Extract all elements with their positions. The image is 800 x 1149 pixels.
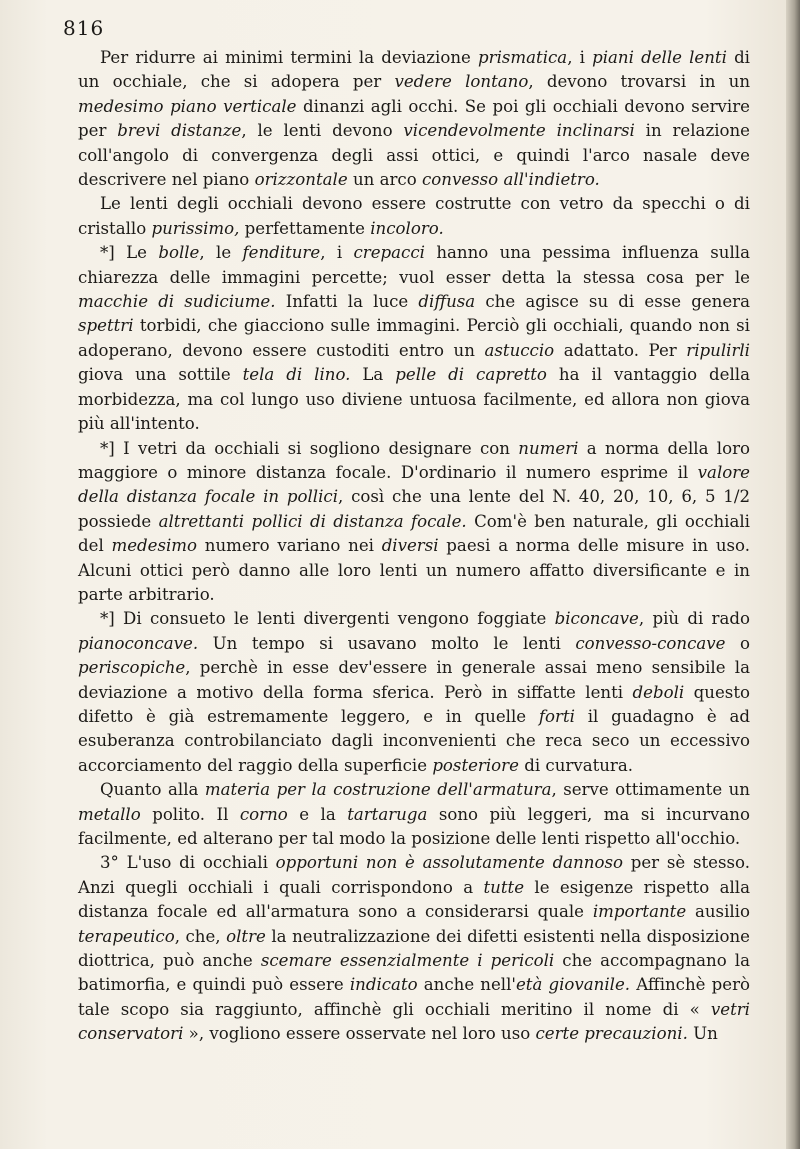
paragraph [78,851,750,1046]
italic-text: tela di lino. [242,365,351,385]
text-span: la neutralizzazione dei difetti esistenti nella disposizione diottrica, può anche [78,926,751,971]
italic-text: metallo [78,804,141,824]
text-span: torbidi, che giacciono sulle immagini. Perciò gli occhiali, quando non si adoperano, devono essere custoditi entro un [78,316,750,360]
italic-text: valore della distanza focale in pollici [78,462,750,507]
italic-text: macchie di sudiciume. [78,292,276,312]
text-span: anche nell' [417,975,516,995]
page-edge-shadow [786,0,800,1149]
italic-text: orizzontale [254,170,348,190]
italic-text: spettri [78,316,134,336]
italic-text: posteriore [432,755,519,775]
text-span: di un occhiale, che si adopera per [78,48,750,92]
italic-text: piani delle lenti [592,48,727,67]
italic-text: corno [239,804,288,824]
italic-text: convesso all'indietro. [421,170,600,190]
italic-text: diversi [381,536,439,556]
italic-text: certe precauzioni. [535,1024,688,1044]
italic-text: medesimo [111,536,198,556]
text-span: , le [199,243,243,263]
paragraph [78,241,750,436]
italic-text: bolle [158,243,200,263]
text-span: in relazione coll'angolo di convergenza degli assi ottici, e quindi l'arco nasale deve descrivere nel piano [78,121,750,190]
text-span: *] Le [100,243,159,263]
text-span: , più di rado [638,609,750,629]
text-span: ausilio [686,902,750,922]
body-text [78,46,750,1047]
text-span: , così che una lente del N. 40, 20, 10, 6, 5 1/2 possiede [78,487,750,531]
text-span: , i [320,243,354,263]
page-number: 816 [63,16,105,40]
text-span: e la [287,804,348,824]
text-span: Infatti la luce [275,292,419,312]
italic-text: incoloro. [370,218,444,238]
text-span: per sè stesso. Anzi quegli occhiali i quali corrispondono a [78,853,750,897]
italic-text: vedere lontano [394,72,529,92]
italic-text: periscopiche [78,658,186,678]
text-span: Quanto alla [100,780,205,800]
italic-text: diffusa [418,292,476,312]
text-span: ha il vantaggio della morbidezza, ma col lungo uso diviene untuosa facilmente, ed allora non giova più all'intento. [78,365,750,434]
text-span: , devono trovarsi in un [528,72,751,92]
paragraph [78,437,750,608]
italic-text: crepacci [353,243,425,263]
text-span: Un [687,1024,718,1044]
text-span: *] Di consueto le lenti divergenti vengono foggiate [100,609,555,629]
text-span: hanno una pessima influenza sulla chiarezza delle immagini percette; vuol esser detta la stessa cosa per le [78,243,750,287]
italic-text: biconcave [554,609,639,629]
text-span: che accompagnano la batimorfia, e quindi può essere [78,951,750,995]
text-span: , serve ottimamente un [551,780,750,800]
text-span: paesi a norma delle misure in uso. Alcuni ottici però danno alle loro lenti un numero affatto diversificante e in parte arbitrario. [78,536,750,604]
text-span: Le lenti degli occhiali devono essere costrutte con vetro da specchi o di cristallo [78,194,750,238]
italic-text: deboli [632,682,685,702]
italic-text: pianoconcave. [78,633,199,653]
text-span: o [725,633,750,653]
text-span: Affinchè però tale scopo sia raggiunto, affinchè gli occhiali meritino il nome di « [78,975,750,1019]
text-span: Un tempo si usavano molto le lenti [198,633,576,653]
italic-text: tutte [483,877,525,897]
italic-text: astuccio [484,340,555,360]
italic-text: brevi distanze [117,121,242,141]
text-span: La [350,365,396,385]
italic-text: altrettanti pollici di distanza focale. [158,511,467,531]
italic-text: forti [538,706,575,726]
text-span: a norma della loro maggiore o minore distanza focale. D'ordinario il numero esprime il [78,438,750,482]
text-span: , perchè in esse dev'essere in generale assai meno sensibile la deviazione a motivo della forma sferica. Però in siffatte lenti [78,658,750,702]
italic-text: numeri [518,438,579,458]
text-span: , i [567,48,593,67]
text-span: Com'è ben naturale, gli occhiali del [78,511,750,556]
italic-text: importante [592,902,687,922]
italic-text: scemare essenzialmente i pericoli [260,951,555,971]
italic-text: età giovanile. [515,975,631,995]
paragraph [78,778,750,851]
italic-text: oltre [226,926,266,946]
text-span: questo difetto è già estremamente leggero, e in quelle [78,682,750,726]
italic-text: vetri conservatori [78,999,750,1044]
italic-text: materia per la costruzione dell'armatura [204,780,552,800]
text-span: », vogliono essere osservate nel loro uso [183,1024,536,1044]
text-span: adattato. Per [554,340,687,360]
text-span: numero variano nei [197,536,382,556]
text-span: un arco [347,170,422,190]
italic-text: fenditure [242,243,321,263]
italic-text: tartaruga [347,804,428,824]
paragraph [78,46,750,192]
italic-text: opportuni non è assolutamente dannoso [275,853,623,873]
text-span: sono più leggeri, ma si incurvano facilmente, ed alterano per tal modo la posizione delle lenti rispetto all'occhio. [78,804,750,848]
italic-text: purissimo, [151,218,240,238]
italic-text: vicendevolmente inclinarsi [403,121,635,141]
italic-text: ripulirli [686,340,750,360]
italic-text: indicato [349,975,418,995]
paragraph [78,607,750,778]
text-span: le esigenze rispetto alla distanza focale ed all'armatura sono a considerarsi quale [78,877,750,922]
italic-text: medesimo piano verticale [78,96,297,116]
text-span: dinanzi agli occhi. Se poi gli occhiali devono servire per [78,96,750,141]
text-span: Per ridurre ai minimi termini la deviazione [100,48,479,67]
text-span: perfettamente [239,218,371,238]
text-span: , le lenti devono [241,121,404,141]
text-span: che agisce su di esse genera [475,292,750,312]
text-span: polito. Il [140,804,240,824]
text-span: il guadagno è ad esuberanza controbilanciato dagli inconvenienti che reca seco un eccessivo accorciamento del raggio della superficie [78,706,750,775]
italic-text: terapeutico [78,926,175,946]
text-span: di curvatura. [518,755,634,775]
text-span: giova una sottile [78,365,243,385]
text-span: , che, [174,926,227,946]
italic-text: prismatica [478,48,568,67]
text-span: 3° L'uso di occhiali [100,853,276,873]
italic-text: pelle di capretto [395,365,547,385]
paragraph [78,192,750,241]
italic-text: convesso-concave [575,633,726,653]
text-span: *] I vetri da occhiali si sogliono designare con [100,438,519,458]
